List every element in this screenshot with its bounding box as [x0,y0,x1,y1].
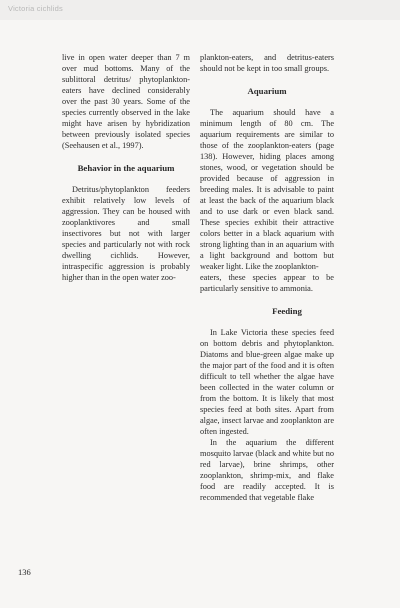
feeding-paragraph-1: In Lake Victoria these species feed on bottom debris and phytoplankton. Diatoms and blue-green algae make up the major part of the food and it is often difficult to tell whether the algae have been collected in the water column or from the bottom. It is likely that most species feed at both sites. Apart from algae, insect larvae and zooplankton are often ingested. [200,328,334,436]
behavior-paragraph: Detritus/phytoplankton feeders exhibit relatively low levels of aggression. They can be housed with zooplanktivores and small insectivores but not with larger species and particularly not with rock dwelling cichlids. However, intraspecific aggression is probably higher than in the open water zoo- [62,185,190,282]
page-number: 136 [18,567,31,577]
running-head-bar [0,0,400,20]
aquarium-paragraph-wrapped: eaters, these species appear to be particularly sensitive to ammonia. [200,273,334,293]
heading-aquarium: Aquarium [247,86,287,96]
left-column [62,52,190,283]
running-head: Victoria cichlids [8,4,63,13]
right-continuation-paragraph: plankton-eaters, and detritus-eaters should not be kept in too small groups. [200,53,334,73]
feeding-paragraph-2: In the aquarium the different mosquito larvae (black and white but no red larvae), brine shrimps, other zooplankton, shrimp-mix, and flake food are readily accepted. It is recommended that vegetable flake [200,438,334,502]
right-column [200,52,334,503]
heading-feeding: Feeding [272,306,302,316]
left-continuation-paragraph: live in open water deeper than 7 m over mud bottoms. Many of the sublittoral detritus/ phytoplankton-eaters have declined considerably over the past 30 years. Some of the species currently observed in the lake might have arisen by hybridization between previously isolated species (Seehausen et al., 1997). [62,53,190,150]
heading-behavior: Behavior in the aquarium [77,163,175,173]
aquarium-paragraph: The aquarium should have a minimum length of 80 cm. The aquarium requirements are similar to those of the zooplankton-eaters (page 138). However, hiding places among stones, wood, or vegetation should be provided because of aggression in breeding males. It is advisable to paint at least the back of the aquarium black and to use dark or even black sand. These species exhibit their attractive colors better in a black aquarium with strong lighting than in an aquarium with a light background and bottom but weaker light. Like the zooplankton- [200,108,334,271]
